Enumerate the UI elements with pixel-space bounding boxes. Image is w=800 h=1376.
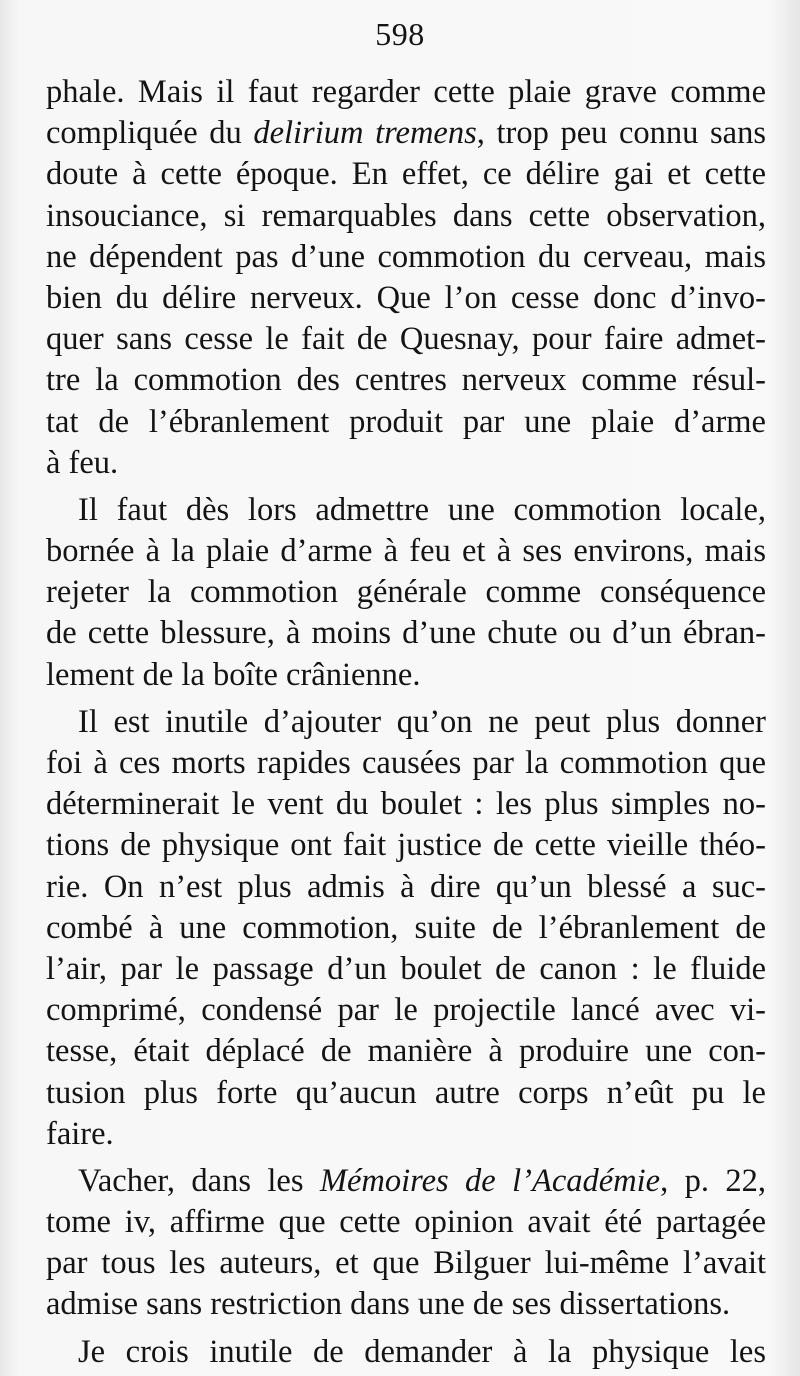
- text-line: [46, 1332, 766, 1373]
- text-line: [46, 990, 766, 1031]
- text-line: [46, 72, 766, 113]
- paragraph: [46, 1332, 766, 1373]
- text-line: [46, 702, 766, 743]
- text-line: [46, 1202, 766, 1243]
- text-line: [46, 949, 766, 990]
- text-segment: bien du délire nerveux. Que l’on cesse donc d’invo-: [46, 279, 766, 316]
- text-segment: tome iv, affirme que cette opinion avait été partagée: [46, 1204, 766, 1241]
- text-line: [46, 490, 766, 531]
- paragraph: [46, 702, 766, 1155]
- text-segment: Vacher, dans les: [78, 1162, 320, 1199]
- text-line: [46, 278, 766, 319]
- text-line: [46, 531, 766, 572]
- text-line: [46, 655, 766, 696]
- text-segment: rie. On n’est plus admis à dire qu’un blessé a suc-: [46, 868, 766, 905]
- text-line: [46, 1031, 766, 1072]
- text-line: [46, 825, 766, 866]
- text-line: [46, 1073, 766, 1114]
- text-segment: tusion plus forte qu’aucun autre corps n’eût pu le: [46, 1074, 766, 1111]
- text-segment: combé à une commotion, suite de l’ébranlement de: [46, 909, 766, 946]
- text-segment: quer sans cesse le fait de Quesnay, pour faire admet-: [46, 321, 766, 358]
- text-line: [46, 1161, 766, 1202]
- text-line: [46, 360, 766, 401]
- text-segment: bornée à la plaie d’arme à feu et à ses environs, mais: [46, 533, 766, 570]
- text-segment: doute à cette époque. En effet, ce délire gai et cette: [46, 156, 766, 193]
- text-segment: Il faut dès lors admettre une commotion locale,: [78, 491, 766, 528]
- text-segment: compliquée du: [46, 115, 254, 152]
- text-line: [46, 784, 766, 825]
- text-segment: comprimé, condensé par le projectile lancé avec vi-: [46, 992, 766, 1029]
- paragraph: [46, 72, 766, 484]
- paragraph: [46, 1161, 766, 1326]
- text-line: [46, 196, 766, 237]
- page-number: 598: [375, 16, 425, 52]
- text-segment: faire.: [46, 1115, 114, 1152]
- italic-text: delirium tremens: [253, 115, 477, 152]
- text-segment: par tous les auteurs, et que Bilguer lui-même l’avait: [46, 1245, 766, 1282]
- text-line: [46, 319, 766, 360]
- italic-text: Mémoires de l’Académie: [319, 1162, 661, 1199]
- text-line: [46, 1114, 766, 1155]
- text-segment: foi à ces morts rapides causées par la commotion que: [46, 745, 766, 781]
- text-segment: ne dépendent pas d’une commotion du cerveau, mais: [46, 238, 766, 275]
- text-line: [46, 743, 766, 784]
- text-line: [46, 237, 766, 278]
- text-segment: Il est inutile d’ajouter qu’on ne peut plus donner: [78, 703, 766, 740]
- text-line: [46, 1284, 766, 1325]
- text-segment: insouciance, si remarquables dans cette observation,: [46, 197, 766, 234]
- text-line: [46, 1243, 766, 1284]
- text-segment: rejeter la commotion générale comme conséquence: [46, 574, 766, 611]
- text-segment: lement de la boîte crânienne.: [46, 656, 421, 693]
- text-segment: déterminerait le vent du boulet : les plus simples no-: [46, 786, 766, 823]
- text-line: [46, 867, 766, 908]
- body-text: [46, 72, 766, 1373]
- text-segment: tat de l’ébranlement produit par une plaie d’arme: [46, 403, 766, 440]
- text-segment: phale. Mais il faut regarder cette plaie grave comme: [46, 74, 766, 110]
- text-segment: à feu.: [46, 444, 119, 481]
- text-line: [46, 908, 766, 949]
- paragraph: [46, 490, 766, 696]
- text-segment: tre la commotion des centres nerveux comme résul-: [46, 362, 766, 399]
- text-segment: tions de physique ont fait justice de cette vieille théo-: [46, 827, 766, 864]
- text-line: [46, 154, 766, 195]
- text-line: [46, 443, 766, 484]
- text-segment: l’air, par le passage d’un boulet de canon : le fluide: [46, 950, 766, 987]
- text-line: [46, 402, 766, 443]
- text-segment: , trop peu connu sans: [476, 115, 766, 152]
- text-segment: , p. 22,: [660, 1162, 766, 1199]
- text-segment: admise sans restriction dans une de ses dissertations.: [46, 1286, 731, 1323]
- text-line: [46, 613, 766, 654]
- text-segment: de cette blessure, à moins d’une chute ou d’un ébran-: [46, 615, 766, 652]
- text-line: [46, 572, 766, 613]
- text-segment: tesse, était déplacé de manière à produire une con-: [46, 1033, 766, 1070]
- text-segment: Je crois inutile de demander à la physique les: [78, 1333, 766, 1370]
- text-line: [46, 113, 766, 154]
